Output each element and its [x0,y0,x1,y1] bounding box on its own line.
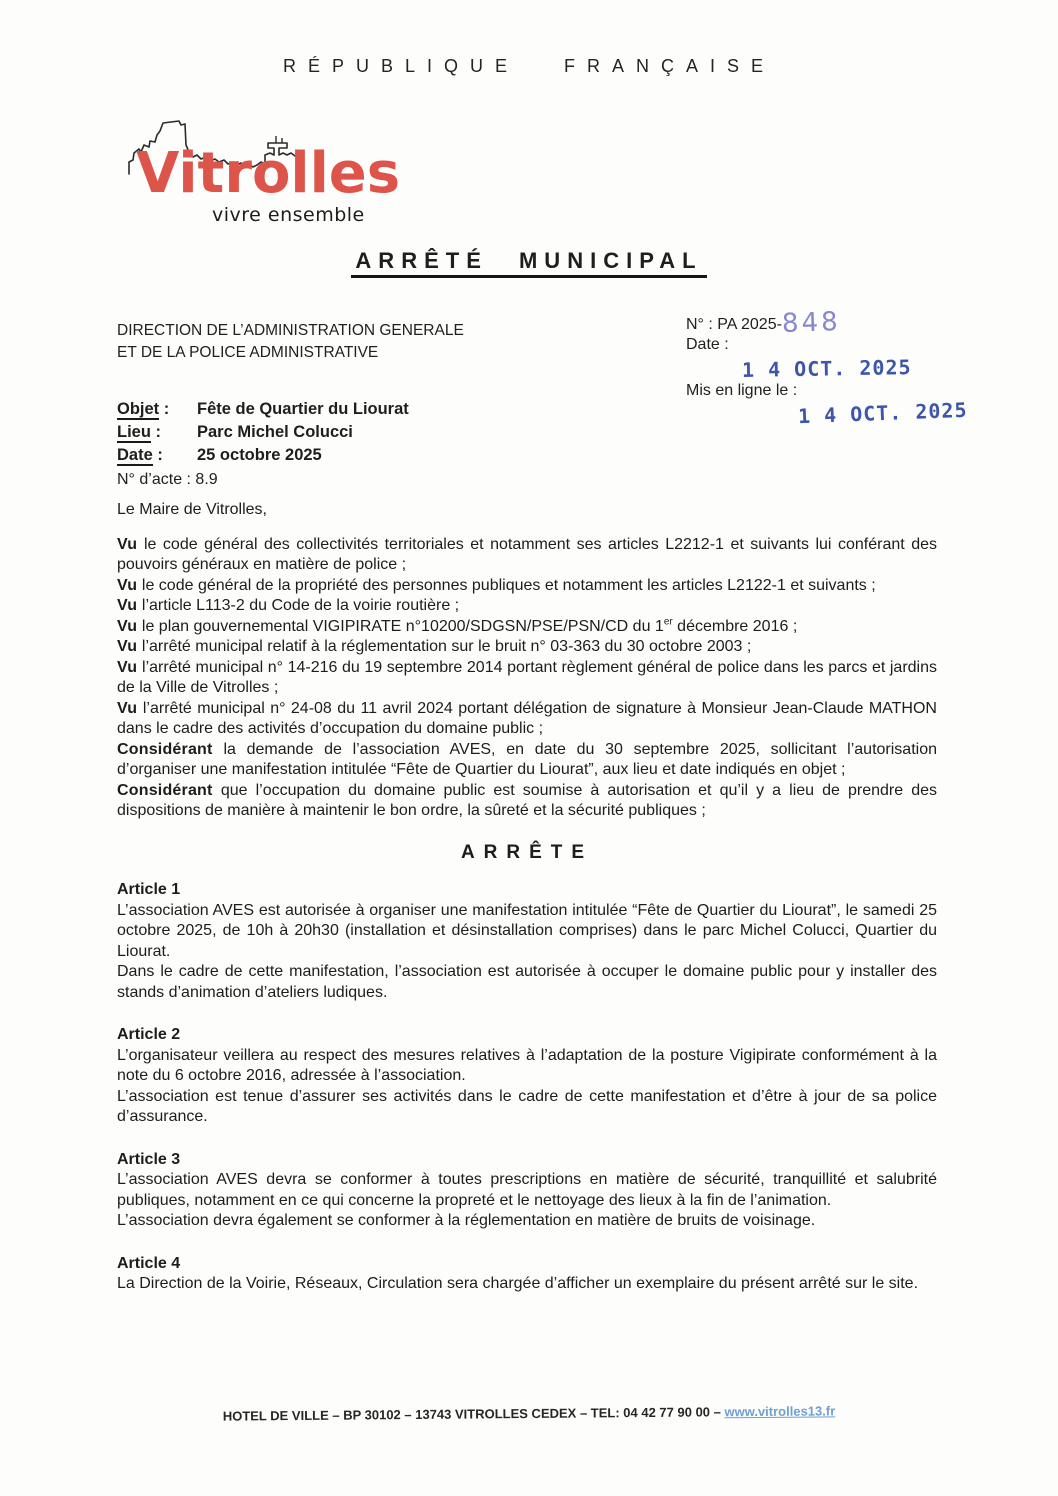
act-number-label: N° : PA 2025- [686,316,782,333]
article-title: Article 1 [117,881,181,898]
article-title: Article 3 [117,1150,181,1168]
recital [117,699,937,740]
direction-line-1: DIRECTION DE L’ADMINISTRATION GENERALE [117,322,464,339]
article [117,1150,937,1232]
recital [117,596,937,617]
acte-number: N° d’acte : 8.9 [117,471,218,488]
vitrolles-logo [118,104,438,234]
article-title: Article 2 [117,1026,181,1043]
recital-text: l’arrêté municipal n° 24-08 du 11 avril 2024 portant délégation de signature à Monsieur Jean-Claude MATHON dans le cadre des activités d’occupation du domaine public ; [117,699,937,737]
subject-block [117,398,409,491]
article-paragraph: L’organisateur veillera au respect des mesures relatives à l’adaptation de la posture Vigipirate conformément à la note du 6 octobre 2016, adressée à l’association. [117,1046,937,1084]
footer [0,1401,1058,1425]
article-paragraph: Dans le cadre de cette manifestation, l’association est autorisée à occuper le domaine public pour y installer des stands d’animation d’ateliers ludiques. [117,963,937,1001]
reference-block [686,306,968,429]
recital-lead: Vu [117,597,142,614]
recital-text: le plan gouvernemental VIGIPIRATE n°10200/SDGSN/PSE/PSN/CD du 1er décembre 2016 ; [141,616,798,635]
article-paragraph: L’association est tenue d’assurer ses activités dans le cadre de cette manifestation et d’être à jour de sa police d’assurance. [117,1087,937,1125]
recital [117,781,937,822]
footer-link[interactable]: www.vitrolles13.fr [724,1403,836,1420]
recital [117,658,937,699]
recital-text: le code général des collectivités territoriales et notamment ses articles L2212-1 et suivants lui conférant des pouvoirs généraux en matière de police ; [117,535,938,573]
date-stamp: 1 4 OCT. 2025 [741,355,912,382]
article-paragraph: L’association AVES est autorisée à organiser une manifestation intitulée “Fête de Quartier du Liourat”, le samedi 25 octobre 2025, de 10h à 20h30 (installation et désinstallation comprises) dans le parc Michel Colucci, Quartier du Liourat. [117,901,937,960]
recital [117,576,937,597]
date-meta-label: Date [117,446,153,464]
recital [117,535,937,576]
recital-lead: Considérant [117,781,221,799]
act-number-line [686,306,968,340]
article-paragraph: L’association AVES devra se conformer à toutes prescriptions en matière de sécurité, tranquillité et salubrité publiques, notamment en ce qui concerne la propreté et le nettoyage des lieux à la fin de l’animation. [117,1171,937,1209]
recital [117,637,937,658]
lieu-row: Lieu : Parc Michel Colucci [117,423,353,441]
recital-lead: Vu [117,535,144,553]
lieu-label: Lieu [117,423,151,441]
salutation: Le Maire de Vitrolles, [117,501,267,518]
objet-row: Objet : Fête de Quartier du Liourat [117,400,409,418]
date-row: Date : 25 octobre 2025 [117,446,322,464]
recital-lead: Vu [117,658,143,676]
recital-text: que l’occupation du domaine public est soumise à autorisation et qu’il y a lieu de prendre des dispositions de manière à maintenir le bon ordre, la sûreté et la sécurité publiques ; [117,781,938,819]
issuing-direction [117,320,464,364]
date-label: Date : [686,336,729,353]
document-body [117,500,937,1317]
online-stamp: 1 4 OCT. 2025 [797,397,968,429]
online-label: Mis en ligne le : [686,382,798,399]
recital-lead: Vu [117,699,143,717]
articles [117,880,937,1295]
recital [117,617,937,638]
article [117,1254,937,1295]
article [117,880,937,1003]
recital-lead: Vu [117,576,142,594]
recital-lead: Vu [117,638,142,655]
act-number-handwritten: 848 [781,306,842,340]
date-meta-value: 25 octobre 2025 [197,446,322,464]
recital-text: l’arrêté municipal relatif à la réglementation sur le bruit n° 03-363 du 30 octobre 2003 ; [141,638,752,655]
objet-value: Fête de Quartier du Liourat [197,400,409,418]
recital-text: le code général de la propriété des personnes publiques et notamment les articles L2122-1 et suivants ; [141,576,876,594]
recital-text: l’arrêté municipal n° 14-216 du 19 septembre 2014 portant règlement général de police dans les parcs et jardins de la Ville de Vitrolles ; [117,658,937,696]
objet-label: Objet [117,400,160,418]
recitals [117,535,937,822]
republic-header: RÉPUBLIQUE FRANÇAISE [282,56,776,76]
article-title: Article 4 [117,1254,181,1272]
direction-line-2: ET DE LA POLICE ADMINISTRATIVE [117,344,379,361]
logo-wordmark: Vitrolles [136,141,401,206]
recital-text: la demande de l’association AVES, en date du 30 septembre 2025, sollicitant l’autorisation d’organiser une manifestation intitulée “Fête de Quartier du Liourat”, aux lieu et date indiqués en objet ; [117,740,937,778]
article [117,1025,937,1128]
lieu-value: Parc Michel Colucci [197,423,353,441]
article-paragraph: L’association devra également se conformer à la réglementation en matière de bruits de voisinage. [117,1212,816,1229]
logo-tagline: vivre ensemble [212,204,365,226]
article-paragraph: La Direction de la Voirie, Réseaux, Circulation sera chargée d’afficher un exemplaire du présent arrêté sur le site. [117,1275,919,1292]
footer-text: HOTEL DE VILLE – BP 30102 – 13743 VITROLLES CEDEX – TEL: 04 42 77 90 00 – [222,1404,725,1424]
document-title: ARRÊTÉ MUNICIPAL [0,248,1058,274]
recital-text: l’article L113-2 du Code de la voirie routière ; [141,597,460,614]
decree-heading: ARRÊTE [460,841,594,863]
recital [117,740,937,781]
recital-lead: Considérant [117,740,224,758]
recital-lead: Vu [117,617,142,635]
